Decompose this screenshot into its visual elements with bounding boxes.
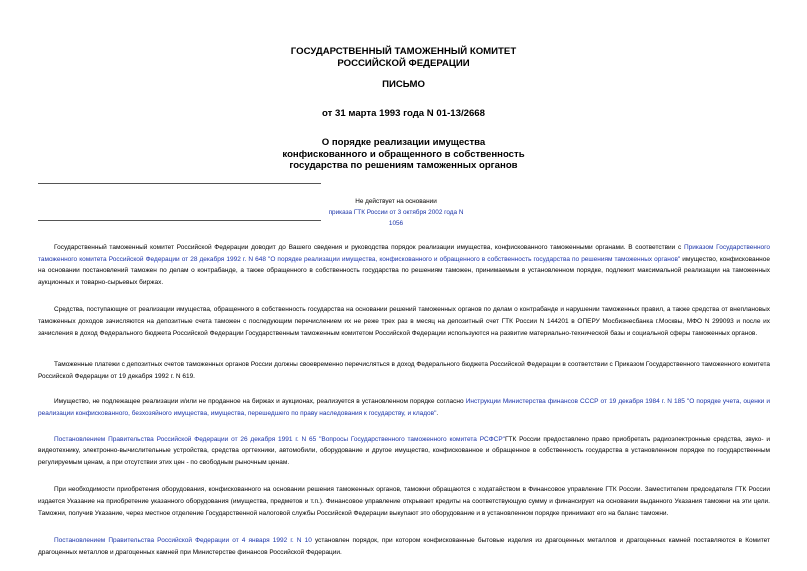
resolution-65-link[interactable]: Постановлением Правительства Российской Федерации от 26 декабря 1991 г. N 65 "Вопросы Государственного таможенного комитета РСФСР" <box>54 435 505 443</box>
paragraph-4-text-b: . <box>436 409 439 417</box>
org-line-2: РОССИЙСКОЙ ФЕДЕРАЦИИ <box>337 57 470 69</box>
subject-line-3: государства по решениям таможенных органов <box>289 160 518 171</box>
issuing-organization <box>0 46 807 69</box>
paragraph-1-text-b: имущество, конфискованное на основании постановлений таможен по делам о контрабанде, а также обращенного в собственность государства по решениям таможен, принимаемым в установленном порядке, подлежит максимальной реализации на таможенных аукционных и товарно-сырьевых биржах. <box>38 255 770 286</box>
paragraph-7 <box>38 535 770 558</box>
paragraph-4-text-a: Имущество, не подлежащее реализации и/или не проданное на биржах и аукционах, реализуется в установленном порядке согласно <box>54 398 466 406</box>
paragraph-7-text-b: установлен порядок, при котором конфискованные бытовые изделия из драгоценных металлов и драгоценных камней поставляются в Комитет драгоценных металлов и драгоценных камней при Министерстве финансов Российской Федерации. <box>38 537 770 556</box>
paragraph-1-text-a: Государственный таможенный комитет Российской Федерации доводит до Вашего сведения и руководства порядок реализации имущества, конфискованного таможенными органами. В соответствии с <box>54 244 684 251</box>
status-note-link[interactable]: приказа ГТК России от 3 октября 2002 года N 1056 <box>328 209 464 227</box>
subject-line-2: конфискованного и обращенного в собственность <box>282 148 525 160</box>
top-divider <box>38 183 321 184</box>
org-line-1: ГОСУДАРСТВЕННЫЙ ТАМОЖЕННЫЙ КОМИТЕТ <box>290 46 517 57</box>
paragraph-6: При необходимости приобретения оборудования, конфискованного на основании решения таможенных органов, таможни обращаются с ходатайством в Финансовое управление ГТК России. Заместителем председателя ГТК России издается Указание на приобретение указанного оборудования (имущества, предметов и т.п.). Финансовое управление открывает кредиты на соответствующую сумму и финансирует на основании выданного Указания таможни на эти цели. Таможни, получив Указание, через местное отделение Государственной налоговой службы Российской Федерации выкупают это оборудование и в установленном порядке принимают его на баланс таможни. <box>38 486 770 517</box>
paragraph-5-text-b: ГТК России предоставлено право приобретать радиоэлектронные средства, звуко- и видеотехнику, электронно-вычислительные устройства, средства оргтехники, автомобили, оборудование и другое имущество, конфискованное и обращенное в собственность государства в установленном порядке по государственным регулируемым ценам, а при отсутствии этих цен - по свободным рыночным ценам. <box>38 435 771 466</box>
order-648-link[interactable]: Приказом Государственного таможенного комитета Российской Федерации от 28 декабря 1992 г. N 648 "О порядке реализации имущества, конфискованного и обращенного в собственность государства по решениям таможенных органов" <box>38 244 771 263</box>
instruction-185-link[interactable]: Инструкции Министерства финансов СССР от 19 декабря 1984 г. N 185 "О порядке учета, оценки и реализации конфискованного, безхозяйного имущества, имущества, перешедшего по праву наследования к государству, и кладов" <box>38 398 770 417</box>
subject-line-1: О порядке реализации имущества <box>321 137 486 148</box>
resolution-10-link[interactable]: Постановлением Правительства Российской Федерации от 4 января 1992 г. N 10 <box>54 537 312 545</box>
document-body <box>38 242 770 558</box>
document-subject <box>0 137 807 172</box>
document-type: ПИСЬМО <box>382 79 425 90</box>
paragraph-4 <box>38 396 770 419</box>
document-date: от 31 марта 1993 года N 01-13/2668 <box>322 108 485 119</box>
paragraph-2: Средства, поступающие от реализации имущества, обращенного в собственность государства на основании решений таможенных органов по делам о контрабанде и нарушении таможенных правил, а также средства от внеплановых таможенных доходов зачисляются на депозитные счета таможен с последующим перечислением их не реже трех раз в месяц на депозитный счет ГТК России N 144201 в ОПЕРУ Мосбизнесбанка г.Москвы, МФО N 299093 и после их зачисления в доход Федерального бюджета Российской Федерации Государственным таможенным комитетом Российской Федерации используются на развитие материально-технической базы и социальной сферы таможенных органов. <box>38 306 770 337</box>
status-note-text: Не действует на основании <box>355 198 437 205</box>
paragraph-5 <box>38 434 770 469</box>
status-note <box>321 196 471 229</box>
bottom-divider <box>38 220 321 221</box>
paragraph-1 <box>38 242 770 288</box>
paragraph-3: Таможенные платежи с депозитных счетов таможенных органов России должны своевременно перечисляться в доход Федерального бюджета Российской Федерации в соответствии с Приказом Государственного таможенного комитета Российской Федерации от 19 декабря 1992 г. N 619. <box>38 361 770 380</box>
